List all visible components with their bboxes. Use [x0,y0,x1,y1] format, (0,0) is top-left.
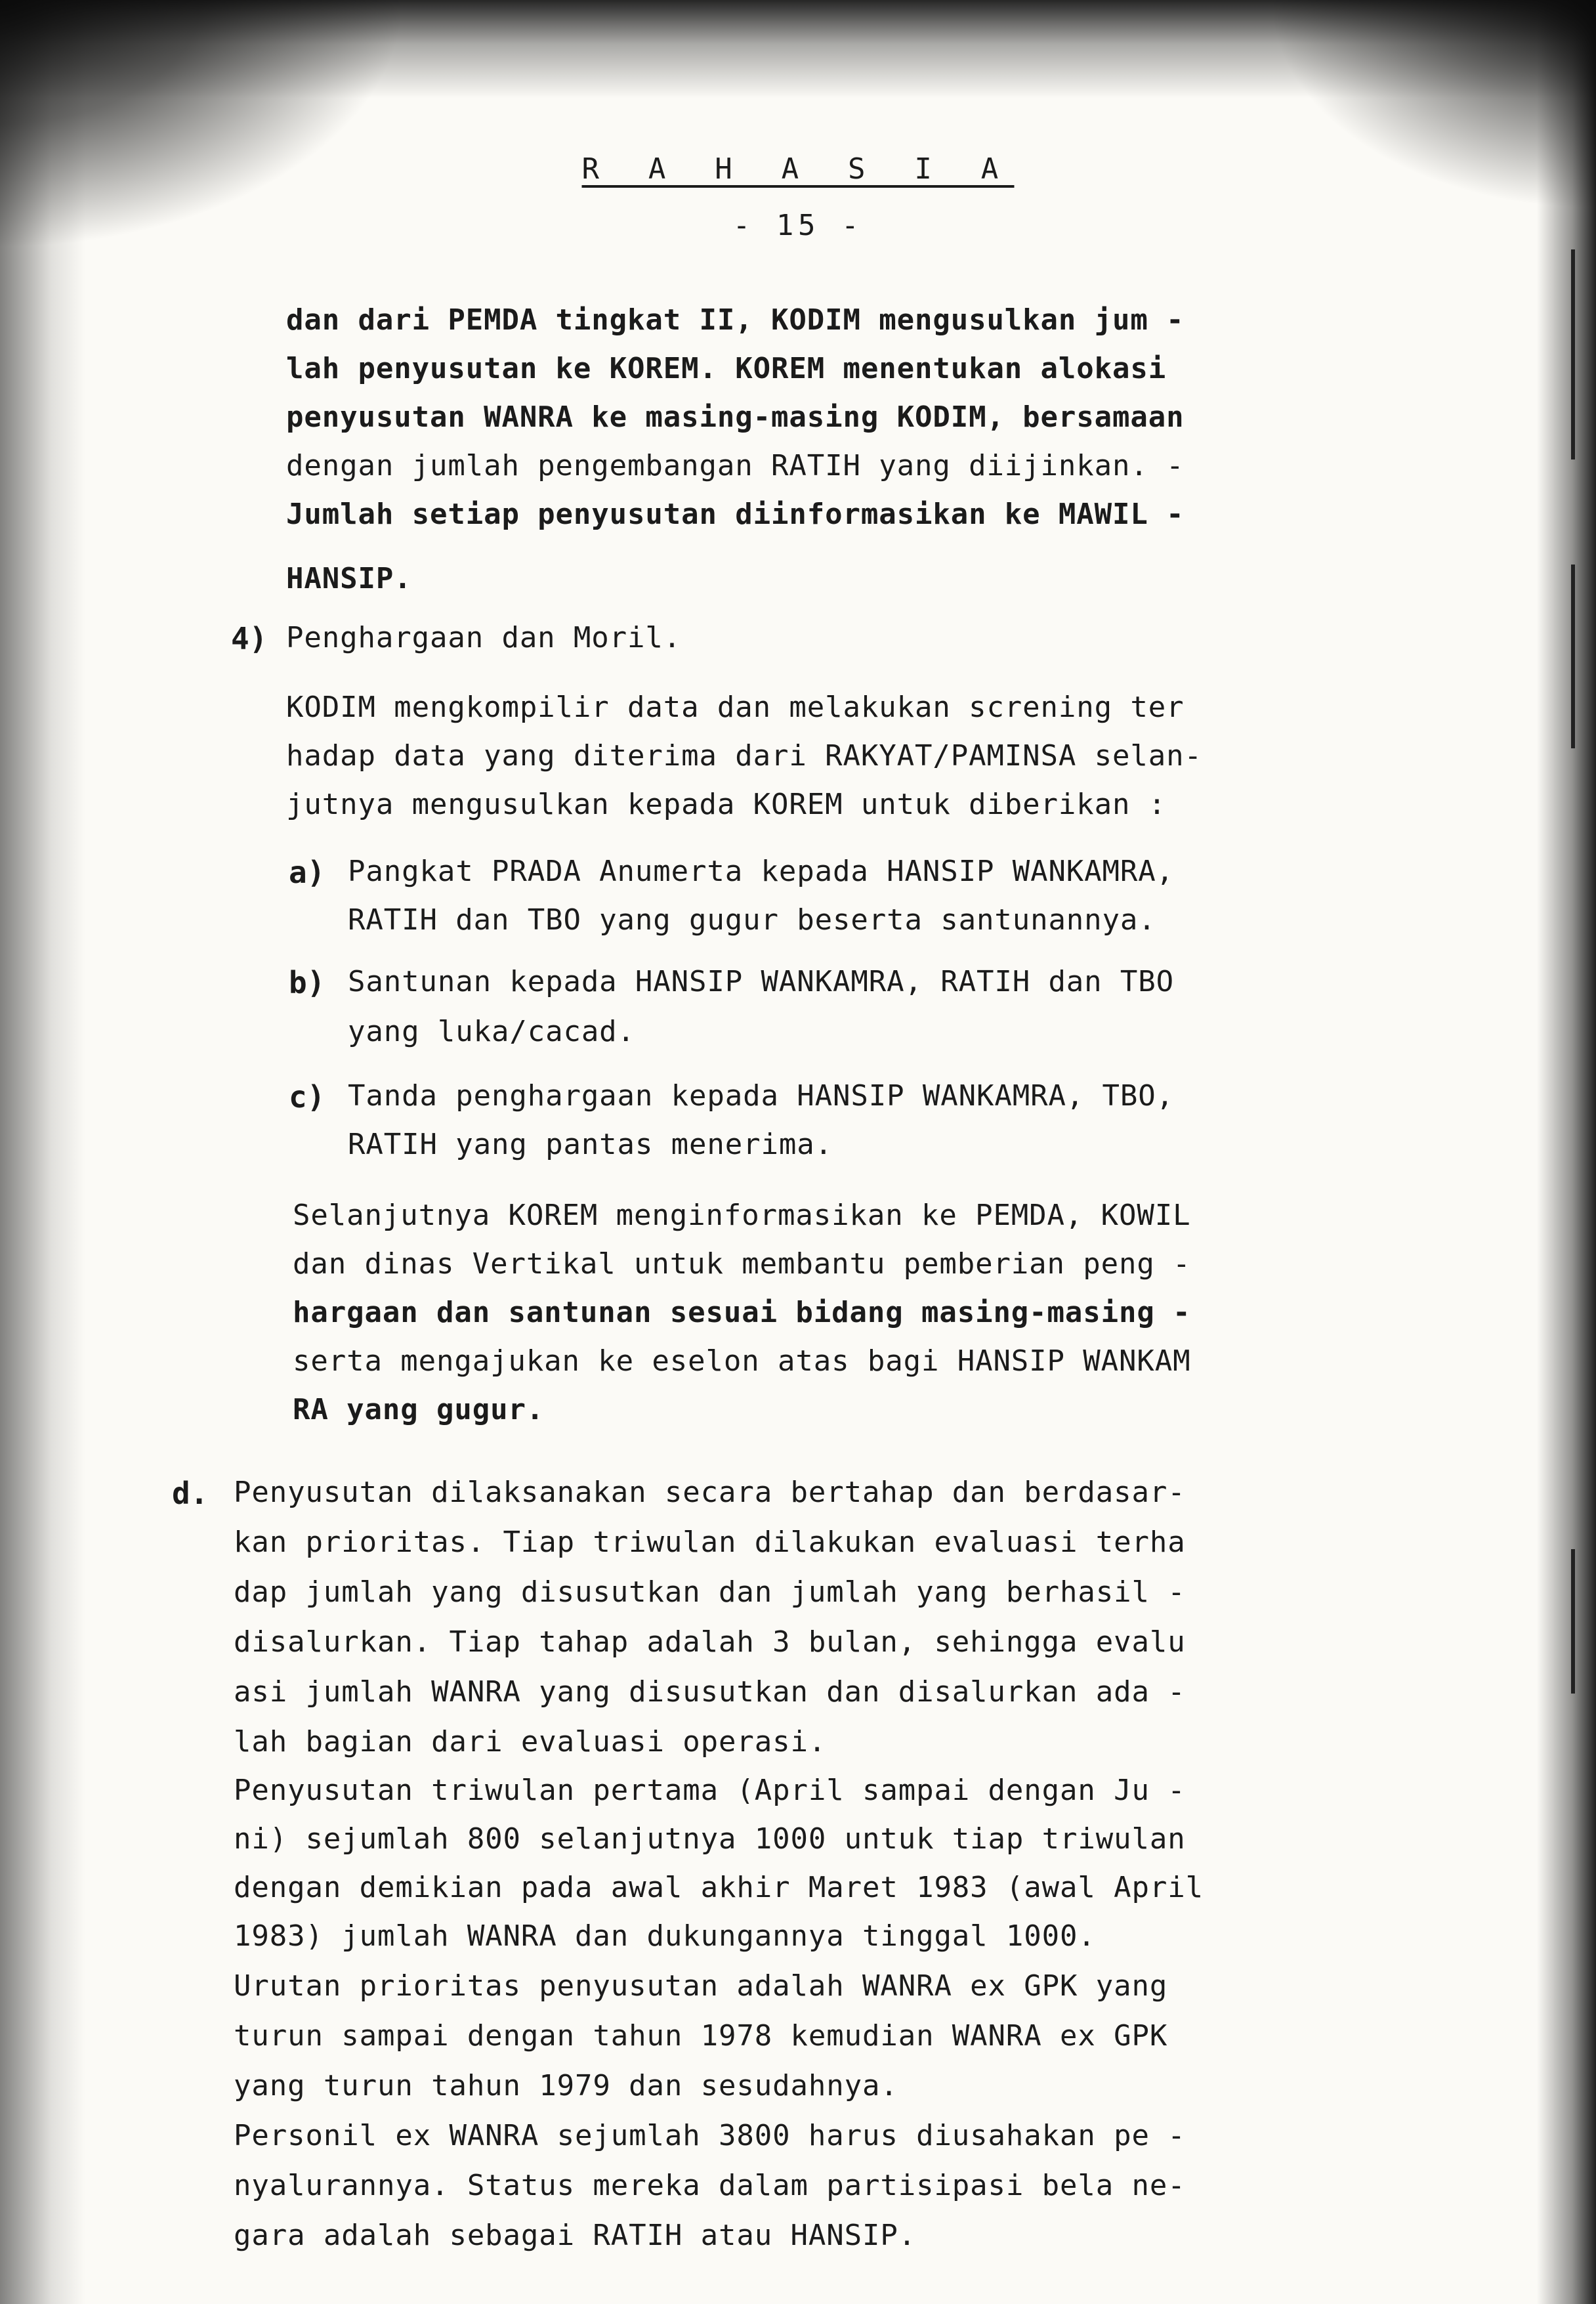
body-line: Urutan prioritas penyusutan adalah WANRA ex GPK yang [234,1969,1168,2003]
closing-line: hargaan dan santunan sesuai bidang masing-masing - [293,1296,1191,1329]
body-line: kan prioritas. Tiap triwulan dilakukan evaluasi terha [234,1525,1186,1559]
intro-line: dan dari PEMDA tingkat II, KODIM mengusulkan jum - [286,303,1185,337]
intro-line: penyusutan WANRA ke masing-masing KODIM, bersamaan [286,400,1185,434]
page-number: - 15 - [732,209,864,242]
margin-mark [1571,1549,1575,1694]
subitem-line: RATIH dan TBO yang gugur beserta santunannya. [348,903,1156,937]
body-line: gara adalah sebagai RATIH atau HANSIP. [234,2219,917,2252]
classification-header [0,152,1596,186]
classification-title: R A H A S I A [581,152,1015,186]
subitem-line: Tanda penghargaan kepada HANSIP WANKAMRA, TBO, [348,1079,1175,1113]
item-marker: d. [172,1476,209,1511]
body-line: hadap data yang diterima dari RAKYAT/PAMINSA selan- [286,739,1202,773]
subitem-line: Pangkat PRADA Anumerta kepada HANSIP WANKAMRA, [348,855,1175,888]
intro-line: lah penyusutan ke KOREM. KOREM menentukan alokasi [286,352,1167,385]
subitem-line: RATIH yang pantas menerima. [348,1128,833,1161]
closing-line: RA yang gugur. [293,1393,545,1426]
body-line: nyalurannya. Status mereka dalam partisipasi bela ne- [234,2169,1186,2202]
subitem-marker: b) [289,965,326,1000]
subitem-marker: c) [289,1079,326,1115]
body-line: yang turun tahun 1979 dan sesudahnya. [234,2069,898,2102]
body-line: turun sampai dengan tahun 1978 kemudian WANRA ex GPK [234,2019,1168,2053]
subitem-line: Santunan kepada HANSIP WANKAMRA, RATIH dan TBO [348,965,1175,998]
item-heading: Penghargaan dan Moril. [286,621,682,654]
body-line: Penyusutan dilaksanakan secara bertahap dan berdasar- [234,1476,1186,1509]
closing-line: dan dinas Vertikal untuk membantu pemberian peng - [293,1247,1191,1281]
body-line: ni) sejumlah 800 selanjutnya 1000 untuk tiap triwulan [234,1822,1186,1856]
item-marker: 4) [231,621,268,656]
body-line: KODIM mengkompilir data dan melakukan screning ter [286,691,1185,724]
intro-line: dengan jumlah pengembangan RATIH yang diijinkan. - [286,449,1185,482]
closing-line: serta mengajukan ke eselon atas bagi HANSIP WANKAM [293,1344,1191,1378]
body-line: asi jumlah WANRA yang disusutkan dan disalurkan ada - [234,1675,1186,1709]
subitem-line: yang luka/cacad. [348,1015,635,1048]
body-line: disalurkan. Tiap tahap adalah 3 bulan, sehingga evalu [234,1625,1186,1659]
intro-line: HANSIP. [286,562,412,595]
scan-shadow-right [1537,0,1596,2304]
subitem-marker: a) [289,855,326,890]
body-line: dengan demikian pada awal akhir Maret 1983 (awal April [234,1871,1204,1904]
body-line: dap jumlah yang disusutkan dan jumlah yang berhasil - [234,1575,1186,1609]
body-line: jutnya mengusulkan kepada KOREM untuk diberikan : [286,788,1167,821]
body-line: Personil ex WANRA sejumlah 3800 harus diusahakan pe - [234,2119,1186,2152]
body-line: 1983) jumlah WANRA dan dukungannya tinggal 1000. [234,1919,1096,1953]
intro-line: Jumlah setiap penyusutan diinformasikan ke MAWIL - [286,498,1185,531]
body-line: lah bagian dari evaluasi operasi. [234,1725,827,1759]
closing-line: Selanjutnya KOREM menginformasikan ke PEMDA, KOWIL [293,1199,1191,1232]
margin-mark [1571,249,1575,459]
margin-mark [1571,565,1575,748]
scan-shadow-left [0,0,85,2304]
body-line: Penyusutan triwulan pertama (April sampai dengan Ju - [234,1774,1186,1807]
